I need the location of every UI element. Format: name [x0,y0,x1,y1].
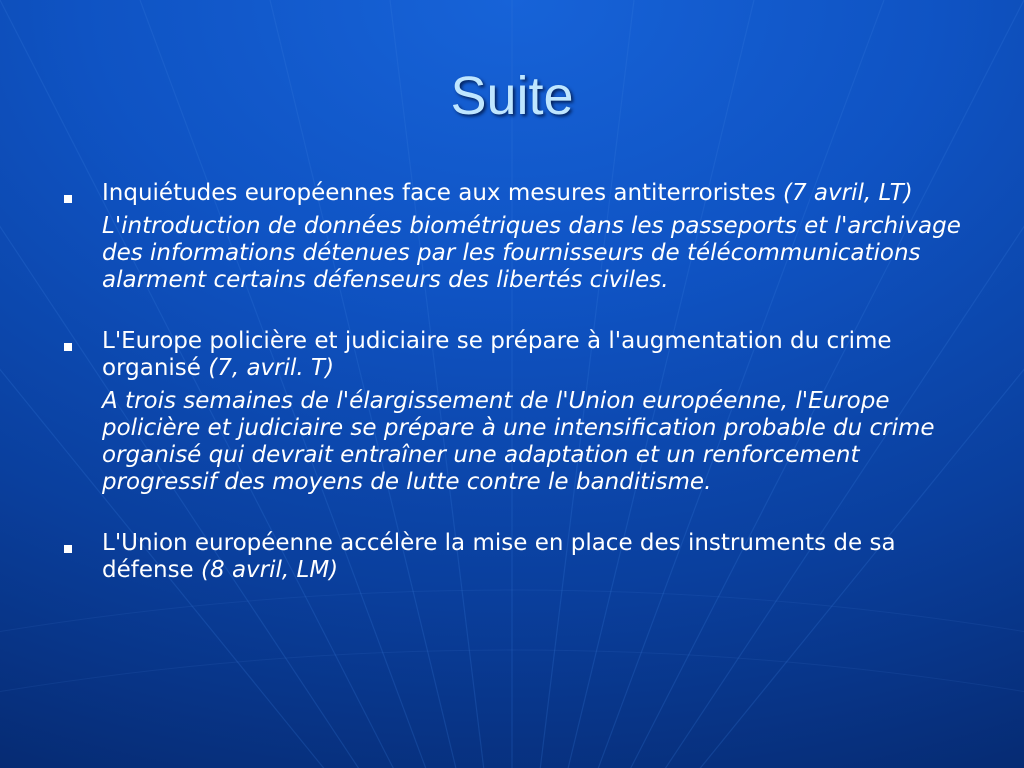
bullet-summary: A trois semaines de l'élargissement de l'Union européenne, l'Europe policière et judiciaire se prépare à une intensification probable du crime organisé qui devrait entraîner une adaptation et un renforcement progressif des moyens de lutte contre le banditisme. [102,388,935,495]
bullet-source: (7 avril, LT) [782,180,913,206]
bullet-item [60,328,980,496]
square-bullet-icon [60,180,102,206]
bullet-headline: Inquiétudes européennes face aux mesures antiterroristes [102,180,776,206]
bullet-text [102,180,980,294]
bullet-text [102,328,980,496]
square-bullet-icon [60,530,102,556]
bullet-headline: L'Europe policière et judiciaire se prépare à l'augmentation du crime organisé [102,328,892,381]
square-bullet-icon [60,328,102,354]
bullet-text [102,530,980,584]
slide-title: Suite [450,66,574,126]
bullet-headline-line [102,530,980,584]
bullet-item [60,180,980,294]
bullet-headline: L'Union européenne accélère la mise en place des instruments de sa défense [102,530,896,583]
bullet-source: (7, avril. T) [208,355,335,381]
slide-content [60,180,980,584]
bullet-headline-line [102,328,980,382]
bullet-source: (8 avril, LM) [201,557,339,583]
bullet-summary: L'introduction de données biométriques dans les passeports et l'archivage des informations détenues par les fournisseurs de télécommunications alarment certains défenseurs des libertés civiles. [102,213,961,293]
bullet-headline-line [102,180,980,207]
bullet-item [60,530,980,584]
